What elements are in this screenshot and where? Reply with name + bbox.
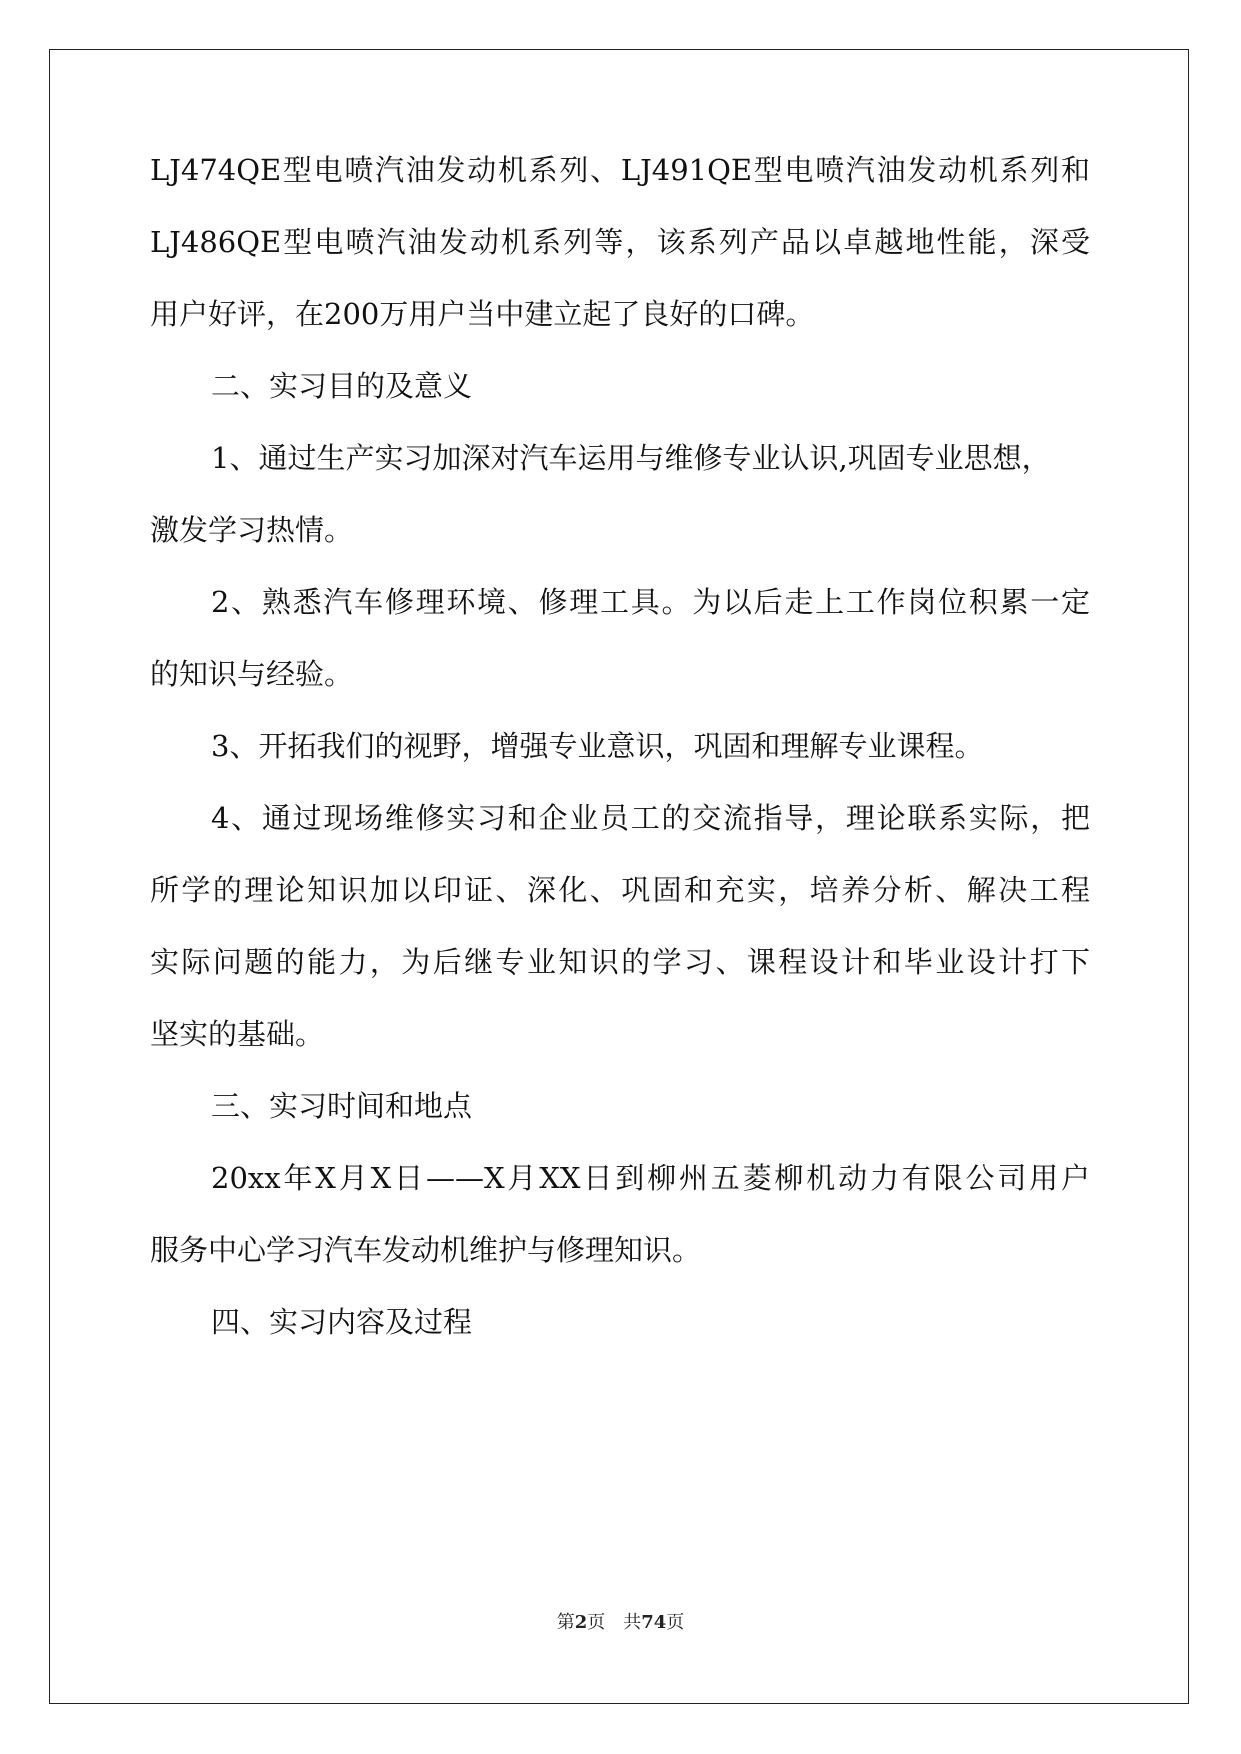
footer-suffix: 页	[666, 1612, 685, 1633]
section-heading: 二、实习目的及意义	[211, 369, 473, 403]
list-item-line: 4、通过现场维修实习和企业员工的交流指导，理论联系实际，把	[211, 801, 1090, 835]
footer-total-pages: 74	[641, 1612, 667, 1633]
list-item-line: 3、开拓我们的视野，增强专业意识，巩固和理解专业课程。	[211, 729, 984, 763]
body-line: 激发学习热情。	[150, 513, 354, 547]
body-line: 所学的理论知识加以印证、深化、巩固和充实，培养分析、解决工程	[150, 873, 1090, 907]
section-heading: 四、实习内容及过程	[211, 1305, 473, 1339]
list-item-line: 1、通过生产实习加深对汽车运用与维修专业认识,巩固专业思想，	[211, 441, 1051, 475]
body-line: 的知识与经验。	[150, 657, 354, 691]
page-footer	[0, 1608, 1241, 1634]
body-line: 用户好评，在200万用户当中建立起了良好的口碑。	[150, 297, 815, 331]
section-heading: 三、实习时间和地点	[211, 1089, 473, 1123]
body-line: 坚实的基础。	[150, 1017, 325, 1051]
body-line: 20xx年X月X日——X月XX日到柳州五菱柳机动力有限公司用户	[211, 1161, 1090, 1195]
body-line: LJ486QE型电喷汽油发动机系列等，该系列产品以卓越地性能，深受	[150, 225, 1090, 259]
body-line: LJ474QE型电喷汽油发动机系列、LJ491QE型电喷汽油发动机系列和	[150, 153, 1090, 187]
footer-page-number: 2	[574, 1612, 588, 1633]
body-line: 服务中心学习汽车发动机维护与修理知识。	[150, 1233, 702, 1267]
footer-prefix: 第	[556, 1612, 575, 1633]
body-line: 实际问题的能力，为后继专业知识的学习、课程设计和毕业设计打下	[150, 945, 1090, 979]
footer-mid: 页 共	[587, 1612, 642, 1633]
list-item-line: 2、熟悉汽车修理环境、修理工具。为以后走上工作岗位积累一定	[211, 585, 1090, 619]
